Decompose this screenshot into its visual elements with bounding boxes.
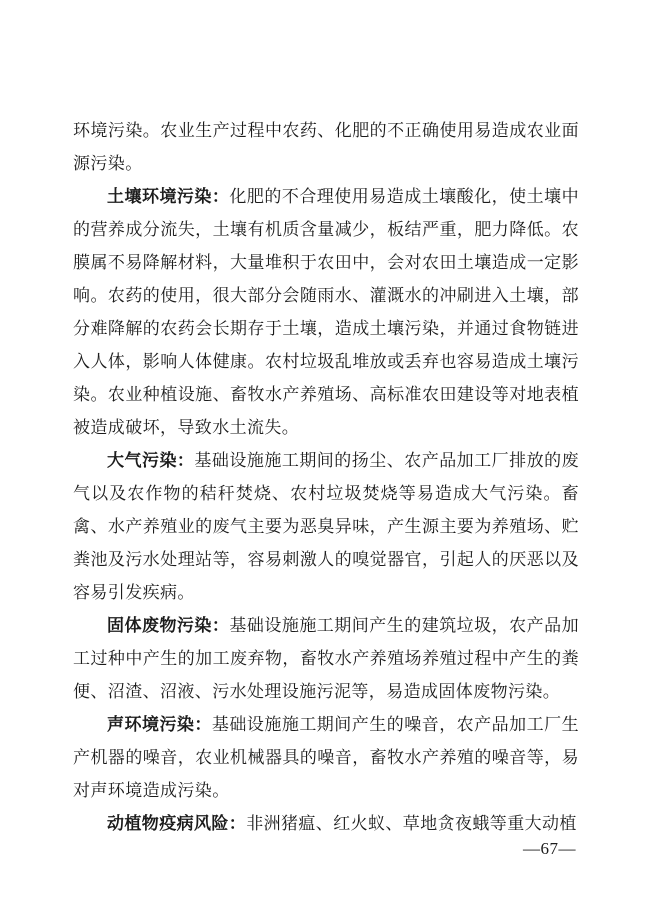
paragraph-text: 基础设施施工期间产生的噪音，农产品加工厂生产机器的噪音，农业机械器具的噪音，畜牧水产养殖的噪音等，易对声环境造成污染。 bbox=[73, 715, 579, 800]
paragraph-heading-solid-waste-pollution: 固体废物污染： bbox=[107, 616, 230, 635]
paragraph-heading-epidemic-risk: 动植物疫病风险： bbox=[107, 814, 247, 833]
paragraph-heading-air-pollution: 大气污染： bbox=[107, 451, 195, 470]
paragraph-epidemic-risk bbox=[73, 807, 579, 840]
paragraph-text: 基础设施施工期间产生的建筑垃圾，农产品加工过种中产生的加工废弃物，畜牧水产养殖场养殖过程中产生的粪便、沼渣、沼液、污水处理设施污泥等，易造成固体废物污染。 bbox=[73, 616, 579, 701]
paragraph-text: 非洲猪瘟、红火蚁、草地贪夜蛾等重大动植 bbox=[246, 814, 577, 833]
paragraph-heading-noise-pollution: 声环境污染： bbox=[107, 715, 212, 734]
paragraph-text: 环境污染。农业生产过程中农药、化肥的不正确使用易造成农业面源污染。 bbox=[73, 121, 579, 173]
document-body bbox=[73, 114, 579, 840]
paragraph-noise-pollution bbox=[73, 708, 579, 807]
paragraph-solid-waste-pollution bbox=[73, 609, 579, 708]
paragraph-text: 基础设施施工期间的扬尘、农产品加工厂排放的废气以及农作物的秸秆焚烧、农村垃圾焚烧等易造成大气污染。畜禽、水产养殖业的废气主要为恶臭异味，产生源主要为养殖场、贮粪池及污水处理站等，容易刺激人的嗅觉器官，引起人的厌恶以及容易引发疾病。 bbox=[73, 451, 579, 602]
paragraph-air-pollution bbox=[73, 444, 579, 609]
paragraph-continuation bbox=[73, 114, 579, 180]
paragraph-text: 化肥的不合理使用易造成土壤酸化，使土壤中的营养成分流失，土壤有机质含量减少，板结严重，肥力降低。农膜属不易降解材料，大量堆积于农田中，会对农田土壤造成一定影响。农药的使用，很大部分会随雨水、灌溉水的冲刷进入土壤，部分难降解的农药会长期存于土壤，造成土壤污染，并通过食物链进入人体，影响人体健康。农村垃圾乱堆放或丢弃也容易造成土壤污染。农业种植设施、畜牧水产养殖场、高标准农田建设等对地表植被造成破坏，导致水土流失。 bbox=[73, 187, 579, 437]
page-number: —67— bbox=[523, 839, 576, 858]
paragraph-heading-soil-pollution: 土壤环境污染： bbox=[107, 187, 230, 206]
paragraph-soil-pollution bbox=[73, 180, 579, 444]
